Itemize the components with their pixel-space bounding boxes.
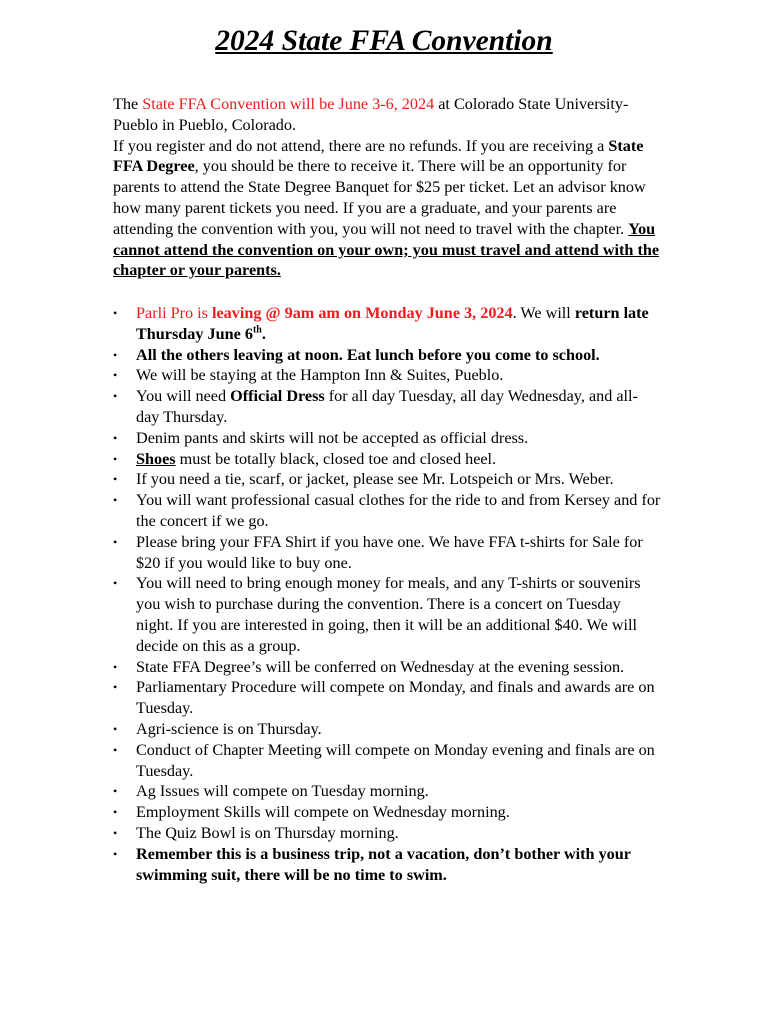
list-item (113, 449, 661, 470)
list-item (113, 781, 661, 802)
bullet-icon: • (113, 347, 118, 362)
intro-line-dates (113, 94, 661, 136)
bullet-icon: • (113, 805, 118, 820)
bullet-icon: • (113, 389, 118, 404)
list-item (113, 719, 661, 740)
list-text: If you need a tie, scarf, or jacket, please see Mr. Lotspeich or Mrs. Weber. (136, 470, 614, 489)
list-text: You will want professional casual clothes for the ride to and from Kersey and for the concert if we go. (136, 491, 661, 530)
list-text: Remember this is a business trip, not a vacation, don’t bother with your swimming suit, there will be no time to swim. (136, 844, 631, 884)
intro-text: at Colorado State University- Pueblo in Pueblo, Colorado. (113, 95, 629, 134)
intro-text: If you register and do not attend, there are no refunds. If you are receiving a (113, 136, 609, 155)
list-item (113, 345, 661, 366)
list-item (113, 677, 661, 719)
list-text: You will need (136, 387, 231, 406)
list-item (113, 740, 661, 782)
bullet-icon: • (113, 825, 118, 840)
bullet-icon: • (113, 576, 118, 591)
parli-pro-departure: leaving @ 9am am on Monday June 3, 2024 (212, 304, 513, 322)
list-item (113, 365, 661, 386)
bullet-icon: • (113, 430, 118, 445)
intro-line-policy (113, 136, 661, 282)
list-item (113, 490, 661, 532)
list-item (113, 303, 661, 345)
list-item (113, 657, 661, 678)
travel-requirement-notice: You cannot attend the convention on your own; you must travel and attend with the chapter or your parents. (113, 219, 660, 280)
list-text: Parliamentary Procedure will compete on Monday, and finals and awards are on Tuesday. (136, 678, 655, 718)
bullet-icon: • (113, 784, 118, 799)
bullet-icon: • (113, 493, 118, 508)
list-text: must be totally black, closed toe and closed heel. (175, 449, 497, 468)
list-text: You will need to bring enough money for meals, and any T-shirts or souvenirs you wish to purchase during the convention. There is a concert on Tuesday night. If you are interested in going, then it will be an additional $40. We will decide on this as a group. (136, 574, 641, 655)
list-text: Ag Issues will compete on Tuesday morning. (136, 782, 429, 801)
list-item (113, 844, 661, 886)
bullet-icon: • (113, 680, 118, 695)
list-text: State FFA Degree’s will be conferred on Wednesday at the evening session. (136, 657, 625, 676)
state-degree-emphasis: State FFA Degree (113, 136, 644, 176)
list-text: for all day Tuesday, all day Wednesday, and all-day Thursday. (136, 387, 638, 426)
list-item (113, 386, 661, 428)
list-item (113, 428, 661, 449)
convention-dates: State FFA Convention will be June 3-6, 2024 (142, 95, 435, 113)
bullet-icon: • (113, 721, 118, 736)
intro-text: The (113, 95, 143, 113)
list-text: Denim pants and skirts will not be accepted as official dress. (136, 428, 529, 447)
list-text: Agri-science is on Thursday. (136, 719, 322, 738)
official-dress-emphasis: Official Dress (230, 387, 325, 406)
bullet-icon: • (113, 472, 118, 487)
page-title: 2024 State FFA Convention (215, 25, 553, 57)
details-list (113, 303, 661, 885)
list-item (113, 469, 661, 490)
list-text: All the others leaving at noon. Eat lunch before you come to school. (136, 345, 600, 364)
bullet-icon: • (113, 846, 118, 861)
list-text: Conduct of Chapter Meeting will compete on Monday evening and finals are on Tuesday. (136, 740, 655, 780)
return-date-text: return late Thursday June 6 (136, 304, 649, 343)
bullet-icon: • (113, 534, 118, 549)
bullet-icon: • (113, 306, 118, 320)
shoes-emphasis: Shoes (136, 449, 176, 468)
list-item (113, 532, 661, 574)
list-text: We will be staying at the Hampton Inn & Suites, Pueblo. (136, 366, 504, 385)
parli-pro-label: Parli Pro is (136, 304, 212, 322)
intro-paragraph (113, 94, 661, 281)
list-text: Please bring your FFA Shirt if you have one. We have FFA t-shirts for Sale for $20 if you would like to buy one. (136, 532, 643, 572)
bullet-icon: • (113, 451, 118, 466)
list-text: The Quiz Bowl is on Thursday morning. (136, 823, 399, 842)
list-item (113, 802, 661, 823)
list-item (113, 573, 661, 656)
list-text: . We will (512, 304, 575, 322)
intro-text: , you should be there to receive it. There will be an opportunity for parents to attend the State Degree Banquet for $25 per ticket. Let an advisor know how many parent tickets you need. If you are a graduate, and your parents are attending the convention with you, you will not need to travel with the chapter. (113, 157, 646, 238)
return-date-end: . (261, 324, 266, 343)
ordinal-suffix: th (252, 324, 262, 336)
bullet-icon: • (113, 368, 118, 383)
list-item (113, 823, 661, 844)
bullet-icon: • (113, 659, 118, 674)
list-text: Employment Skills will compete on Wednesday morning. (136, 803, 510, 822)
bullet-icon: • (113, 742, 118, 757)
